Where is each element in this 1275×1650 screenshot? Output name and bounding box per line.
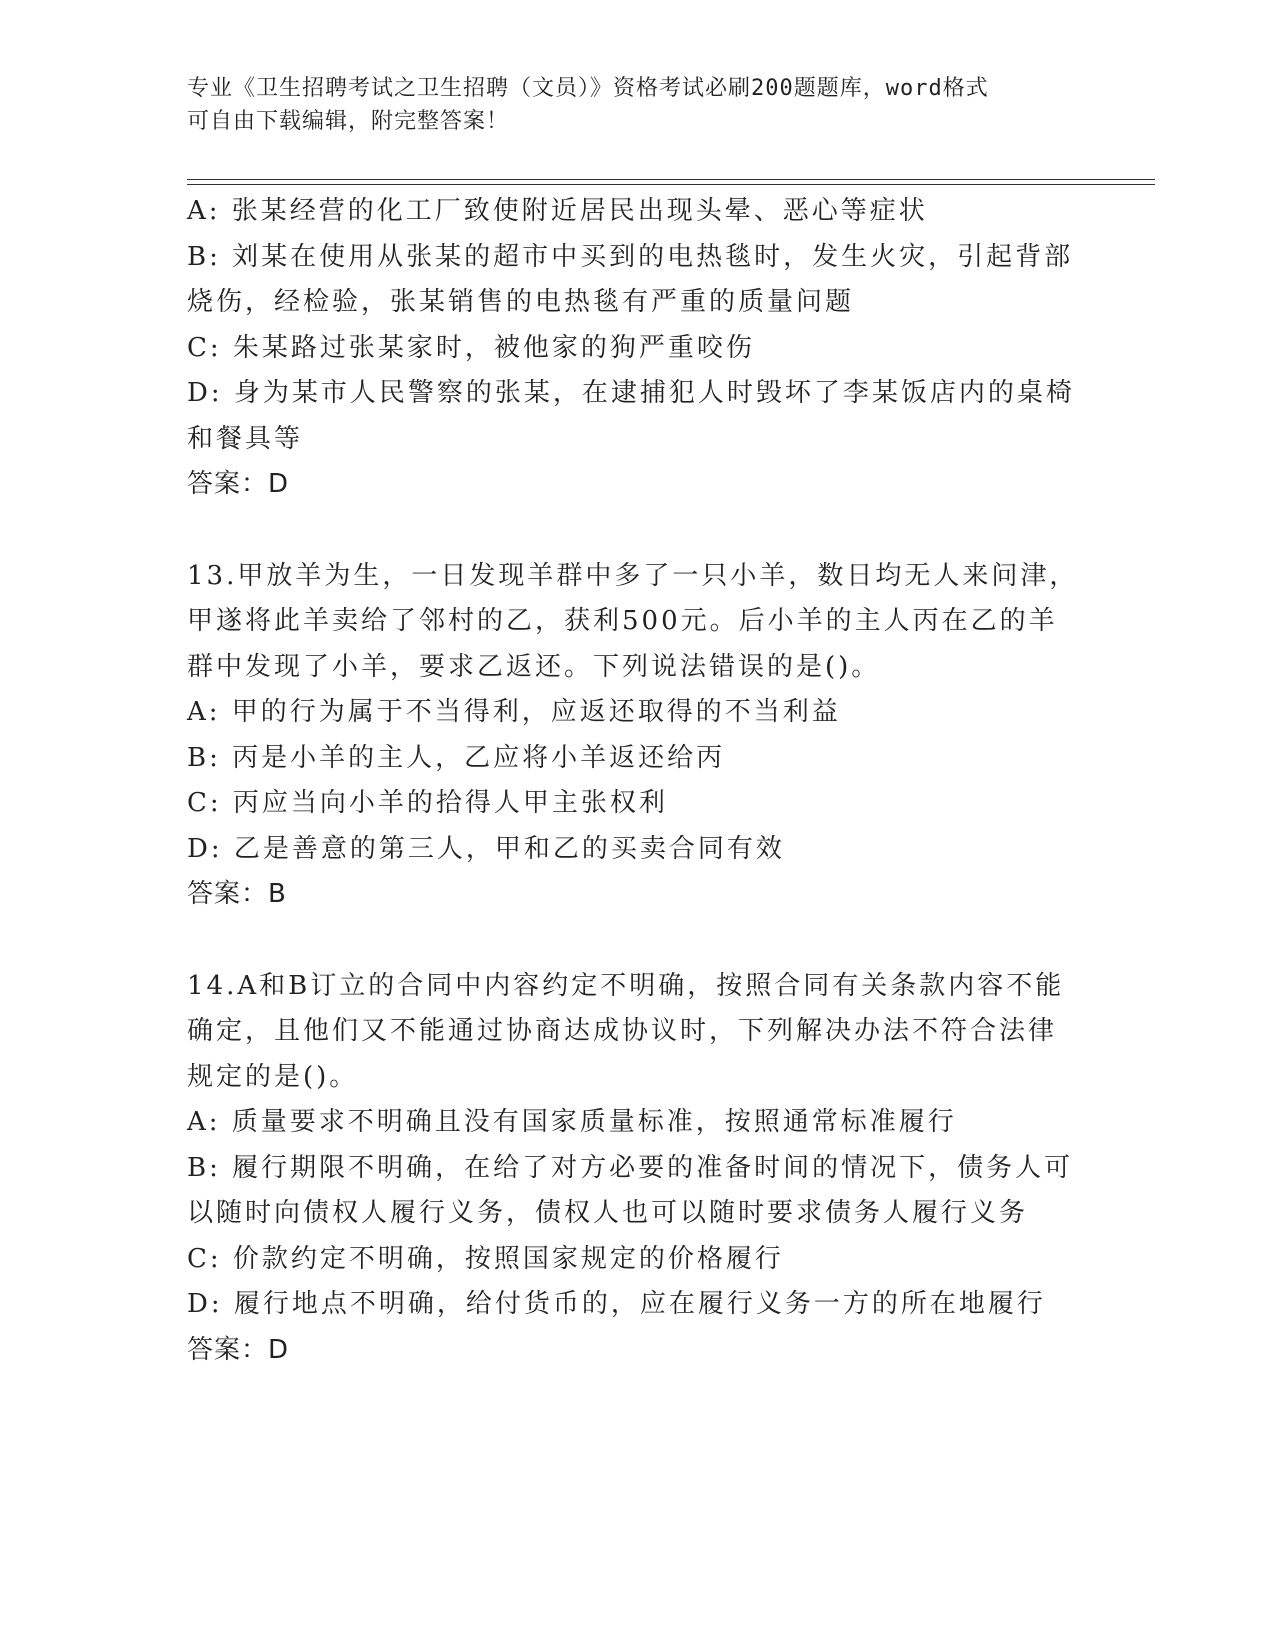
option-c: C: 丙应当向小羊的拾得人甲主张权利 xyxy=(187,788,668,818)
option-a: A: 质量要求不明确且没有国家质量标准，按照通常标准履行 xyxy=(187,1107,957,1137)
answer: 答案：B xyxy=(187,879,287,909)
question-14 xyxy=(187,964,1087,1374)
answer: 答案：D xyxy=(187,1334,290,1365)
option-b-cont: 以随时向债权人履行义务，债权人也可以随时要求债务人履行义务 xyxy=(187,1198,1029,1228)
option-b: B: 刘某在使用从张某的超市中买到的电热毯时，发生火灾，引起背部 xyxy=(187,241,1074,272)
option-d: D: 身为某市人民警察的张某，在逮捕犯人时毁坏了李某饭店内的桌椅 xyxy=(187,378,1075,408)
option-c: C: 朱某路过张某家时，被他家的狗严重咬伤 xyxy=(187,332,755,363)
option-d: D: 履行地点不明确，给付货币的，应在履行义务一方的所在地履行 xyxy=(187,1289,1046,1319)
header-divider-bottom xyxy=(187,184,1155,185)
question-stem: 规定的是()。 xyxy=(187,1061,359,1092)
question-stem: 13.甲放羊为生，一日发现羊群中多了一只小羊，数日均无人来问津， xyxy=(187,560,1079,591)
option-a: A: 张某经营的化工厂致使附近居民出现头晕、恶心等症状 xyxy=(187,196,928,226)
option-c: C: 价款约定不明确，按照国家规定的价格履行 xyxy=(187,1243,784,1274)
question-stem: 群中发现了小羊，要求乙返还。下列说法错误的是()。 xyxy=(187,651,881,682)
spacer xyxy=(187,918,1087,964)
option-b: B: 履行期限不明确，在给了对方必要的准备时间的情况下，债务人可 xyxy=(187,1152,1074,1183)
header-divider-top xyxy=(187,179,1155,180)
document-header xyxy=(187,72,1087,138)
question-13 xyxy=(187,554,1087,918)
option-b-cont: 烧伤，经检验，张某销售的电热毯有严重的质量问题 xyxy=(187,287,855,317)
document-body xyxy=(187,189,1087,1373)
option-b: B: 丙是小羊的主人，乙应将小羊返还给丙 xyxy=(187,742,726,773)
answer: 答案：D xyxy=(187,469,290,499)
spacer xyxy=(187,508,1087,554)
option-d: D: 乙是善意的第三人，甲和乙的买卖合同有效 xyxy=(187,833,785,864)
option-a: A: 甲的行为属于不当得利，应返还取得的不当利益 xyxy=(187,697,841,727)
option-d-cont: 和餐具等 xyxy=(187,423,304,454)
header-line-1: 专业《卫生招聘考试之卫生招聘（文员）》资格考试必刷200题题库，word格式 xyxy=(187,76,989,101)
header-line-2: 可自由下载编辑，附完整答案！ xyxy=(187,109,510,134)
question-stem: 甲遂将此羊卖给了邻村的乙，获利500元。后小羊的主人丙在乙的羊 xyxy=(187,606,1058,636)
question-12-options xyxy=(187,189,1087,508)
question-stem: 14.A和B订立的合同中内容约定不明确，按照合同有关条款内容不能 xyxy=(187,970,1065,1001)
question-stem: 确定，且他们又不能通过协商达成协议时，下列解决办法不符合法律 xyxy=(187,1016,1058,1046)
